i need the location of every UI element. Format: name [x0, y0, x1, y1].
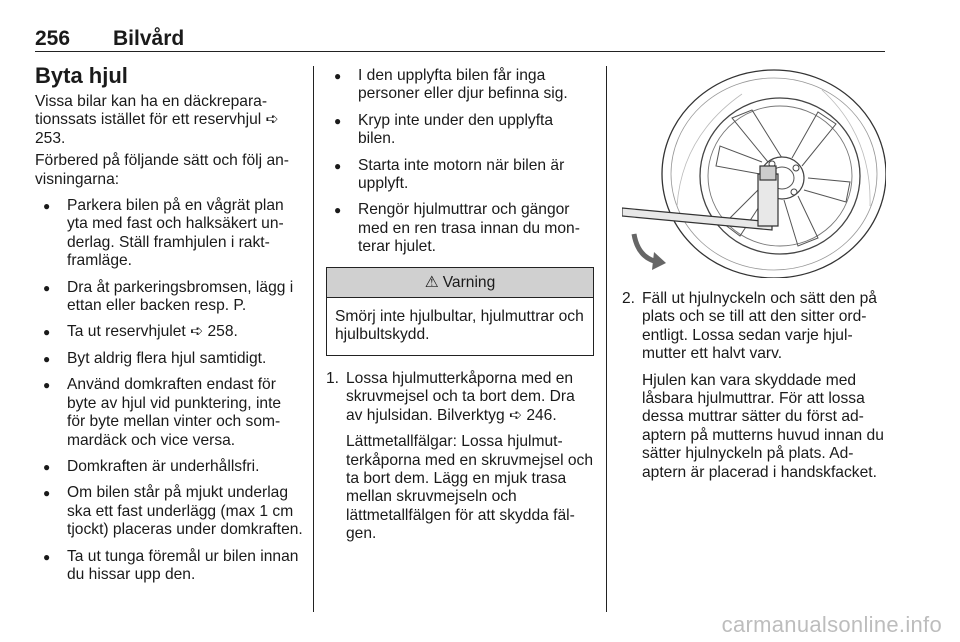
warning-header [327, 268, 593, 298]
column-left [35, 63, 303, 592]
wheel-illustration-icon [622, 66, 886, 278]
chapter-title: Bilvård [113, 27, 185, 50]
list-item: ● Domkraften är underhållsfri. [35, 458, 303, 476]
column-divider-left [313, 66, 314, 612]
column-right [622, 290, 886, 490]
step-number: 2. [622, 290, 636, 307]
column-middle [326, 67, 594, 552]
list-item: ● Parkera bilen på en vågrät plan yta med fast och halksäkert un-derlag. Ställ framhjulen i rakt-framläge. [35, 197, 303, 271]
warning-text: Smörj inte hjulbultar, hjulmuttrar och hjulbultskydd. [335, 308, 584, 344]
list-item: ● Om bilen står på mjukt underlag ska ett fast underlägg (max 1 cm tjockt) placeras under domkraften. [35, 484, 303, 539]
wheel-wrench-illustration [622, 66, 886, 278]
list-item: ● Rengör hjulmuttrar och gängor med en ren trasa innan du mon-terar hjulet. [326, 201, 594, 256]
step-1 [326, 370, 594, 544]
steps-list [326, 370, 594, 544]
warning-box [326, 267, 594, 356]
intro-paragraph: Vissa bilar kan ha en däckrepara-tionssats istället för ett reservhjul ➪ 253. [35, 93, 279, 147]
list-item: ● Kryp inte under den upplyfta bilen. [326, 112, 594, 149]
page-number: 256 [35, 27, 71, 50]
step-paragraph: Fäll ut hjulnyckeln och sätt den på plats och se till att den sitter ord-entligt. Lossa sedan varje hjul-mutter ett halvt varv. [642, 290, 877, 363]
warning-icon: ⚠ [424, 273, 439, 291]
prep-list [35, 197, 303, 584]
list-item: ● Ta ut tunga föremål ur bilen innan du hissar upp den. [35, 548, 303, 585]
step-paragraph: Hjulen kan vara skyddade med låsbara hjulmuttrar. För att lossa dessa muttrar sätter du först ad-aptern på mutterns huvud innan du sätter hjulnyckeln på plats. Ad-aptern är placerad i handskfacket. [642, 371, 884, 481]
list-item: ● I den upplyfta bilen får inga personer eller djur befinna sig. [326, 67, 594, 104]
step-2 [622, 290, 886, 482]
prep-paragraph: Förbered på följande sätt och följ an-visningarna: [35, 152, 289, 188]
steps-list-continued [622, 290, 886, 482]
header-rule [35, 51, 885, 52]
step-paragraph: Lättmetallfälgar: Lossa hjulmut-terkåporna med en skruvmejsel och ta bort dem. Lägg en mjuk trasa mellan skruvmejseln och lättmetallfälgen för att skydda fäl-gen. [346, 433, 594, 543]
step-paragraph: Lossa hjulmutterkåporna med en skruvmejsel och ta bort dem. Dra av hjulsidan. Bilverktyg ➪ 246. [346, 369, 575, 424]
warning-title: Varning [442, 273, 496, 291]
section-title: Byta hjul [35, 63, 128, 88]
column-divider-right [606, 66, 607, 612]
step-number: 1. [326, 369, 340, 387]
list-item: ● Byt aldrig flera hjul samtidigt. [35, 350, 303, 368]
list-item: ● Använd domkraften endast för byte av hjul vid punktering, inte för byte mellan vinter och som-mardäck och vice versa. [35, 376, 303, 450]
list-item: ● Starta inte motorn när bilen är upplyft. [326, 157, 594, 194]
list-item: ● Dra åt parkeringsbromsen, lägg i ettan eller backen resp. P. [35, 279, 303, 316]
watermark: carmanualsonline.info [721, 612, 942, 637]
safety-list [326, 67, 594, 257]
list-item: ● Ta ut reservhjulet ➪ 258. [35, 323, 303, 341]
